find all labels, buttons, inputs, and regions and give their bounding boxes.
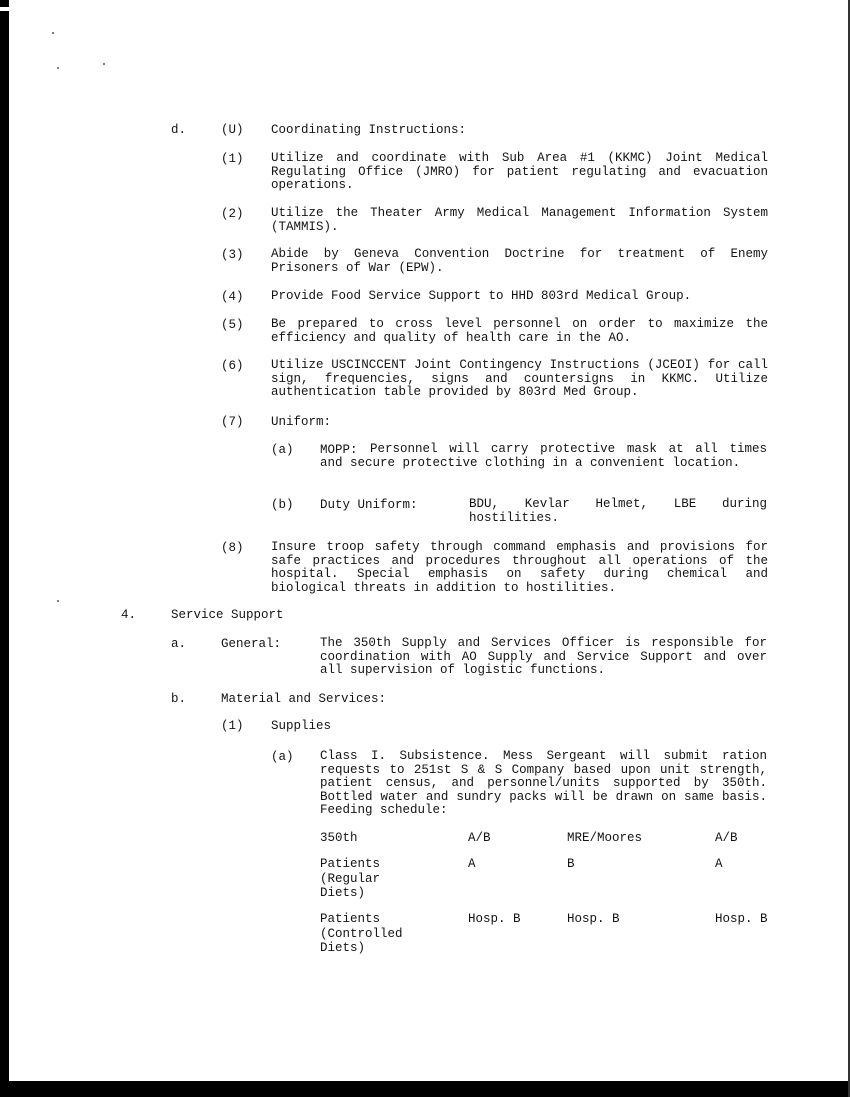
scan-speck xyxy=(57,67,59,69)
item-2-number: (2) xyxy=(221,207,244,221)
item-6-text: Utilize USCINCCENT Joint Contingency Instructions (JCEOI) for call sign, frequencies, signs and countersigns in KKMC. Utilize authentication table provided by 803rd Med Group. xyxy=(271,358,768,399)
scan-edge-tab xyxy=(0,7,11,11)
scan-edge-left xyxy=(0,0,9,1097)
item-3-text: Abide by Geneva Convention Doctrine for treatment of Enemy Prisoners of War (EPW). xyxy=(271,247,768,275)
para-d-classification: (U) xyxy=(221,123,244,137)
schedule-row-1-col-2: MRE/Moores xyxy=(567,831,643,845)
item-3-number: (3) xyxy=(221,248,244,262)
schedule-row-2-unit: Patients (Regular Diets) xyxy=(320,857,381,900)
section-4-heading: Service Support xyxy=(171,608,284,622)
item-5-number: (5) xyxy=(221,318,244,332)
uniform-a-number: (a) xyxy=(271,443,294,457)
class1-number: (a) xyxy=(271,750,294,764)
scan-speck xyxy=(103,63,105,65)
material-heading: Material and Services: xyxy=(221,692,387,706)
schedule-row-2-col-3: A xyxy=(715,857,723,871)
class1-text: Class I. Subsistence. Mess Sergeant will submit ration requests to 251st S & S Company based upon unit strength, patient census, and personnel/units supported by 350th. Bottled water and sundry packs will be drawn on same basis. Feeding schedule: xyxy=(320,749,767,817)
general-number: a. xyxy=(171,637,187,651)
uniform-b-number: (b) xyxy=(271,498,294,512)
schedule-row-2-col-2: B xyxy=(567,857,575,871)
general-text: The 350th Supply and Services Officer is responsible for coordination with AO Supply and Service Support and over all supervision of logistic functions. xyxy=(320,636,767,677)
section-4-number: 4. xyxy=(121,608,137,622)
uniform-a-text: Personnel will carry protective mask at all times and secure protective clothing in a convenient location. xyxy=(320,442,767,470)
uniform-a-label: MOPP: xyxy=(320,443,358,457)
para-d-heading: Coordinating Instructions: xyxy=(271,123,467,137)
schedule-row-1-col-1: A/B xyxy=(468,831,491,845)
item-8-number: (8) xyxy=(221,541,244,555)
uniform-b-label: Duty Uniform: xyxy=(320,498,418,512)
item-1-number: (1) xyxy=(221,152,244,166)
item-5-text: Be prepared to cross level personnel on order to maximize the efficiency and quality of health care in the AO. xyxy=(271,317,768,345)
para-d-number: d. xyxy=(171,123,187,137)
schedule-row-3-col-2: Hosp. B xyxy=(567,912,620,926)
schedule-row-3-col-3: Hosp. B xyxy=(715,912,768,926)
scan-speck xyxy=(52,32,54,34)
schedule-row-1-col-3: A/B xyxy=(715,831,738,845)
item-4-number: (4) xyxy=(221,290,244,304)
item-1-text: Utilize and coordinate with Sub Area #1 (KKMC) Joint Medical Regulating Office (JMRO) for patient regulating and evacuation operations. xyxy=(271,151,768,192)
supplies-heading: Supplies xyxy=(271,719,332,733)
schedule-row-1-unit: 350th xyxy=(320,831,358,845)
item-7-text: Uniform: xyxy=(271,415,332,429)
schedule-row-3-col-1: Hosp. B xyxy=(468,912,521,926)
item-8-text: Insure troop safety through command emphasis and provisions for safe practices and procedures throughout all operations of the hospital. Special emphasis on safety during chemical and biological threats in addition to hostilities. xyxy=(271,540,768,595)
item-7-number: (7) xyxy=(221,415,244,429)
item-4-text: Provide Food Service Support to HHD 803rd Medical Group. xyxy=(271,289,692,303)
uniform-b-text: BDU, Kevlar Helmet, LBE during hostilities. xyxy=(469,497,767,525)
schedule-row-2-col-1: A xyxy=(468,857,476,871)
item-2-text: Utilize the Theater Army Medical Management Information System (TAMMIS). xyxy=(271,206,768,234)
material-number: b. xyxy=(171,692,187,706)
scan-edge-bottom xyxy=(0,1081,850,1097)
supplies-number: (1) xyxy=(221,719,244,733)
scan-speck xyxy=(57,600,59,602)
schedule-row-3-unit: Patients (Controlled Diets) xyxy=(320,912,403,955)
item-6-number: (6) xyxy=(221,359,244,373)
general-label: General: xyxy=(221,637,282,651)
